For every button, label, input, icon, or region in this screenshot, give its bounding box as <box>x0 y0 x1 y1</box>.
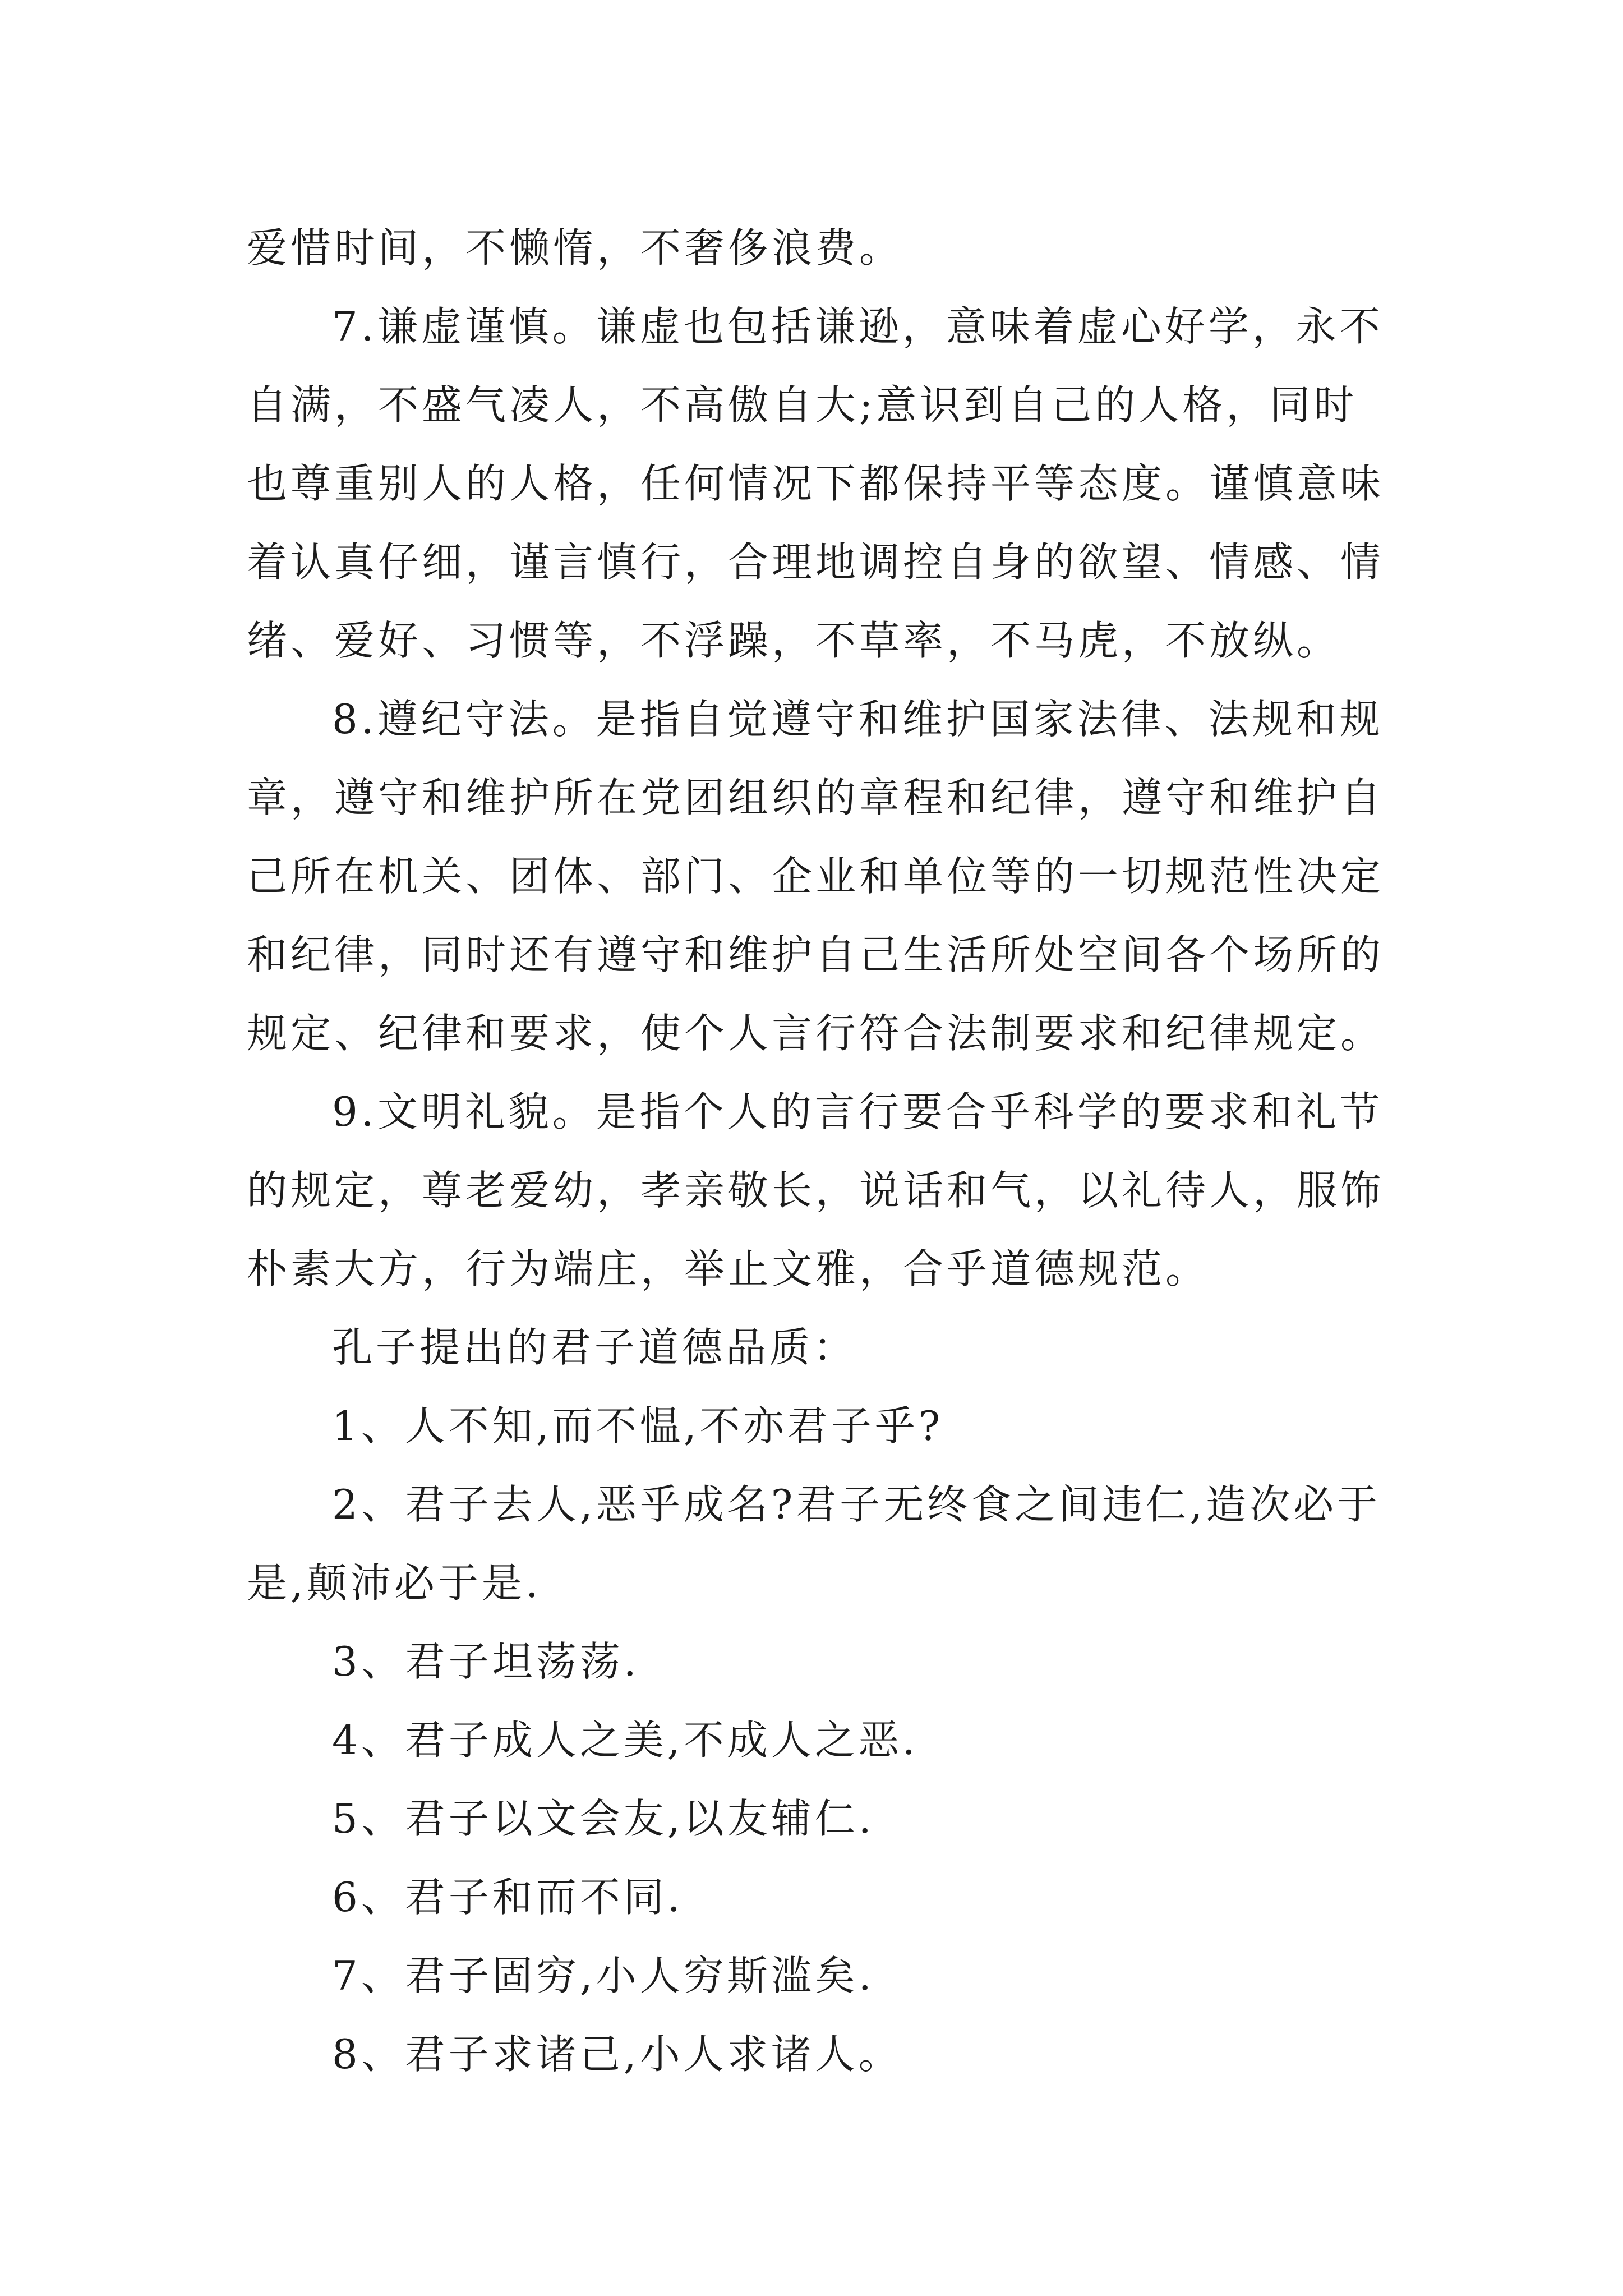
text-line: 朴素大方，行为端庄，举止文雅，合乎道德规范。 <box>247 1245 1210 1292</box>
text-line: 爱惜时间，不懒惰，不奢侈浪费。 <box>247 224 903 272</box>
text-line: 也尊重别人的人格，任何情况下都保持平等态度。谨慎意味 <box>247 460 1385 507</box>
text-line: 7.谦虚谨慎。谦虚也包括谦逊，意味着虚心好学，永不 <box>332 303 1384 350</box>
text-line: 绪、爱好、习惯等，不浮躁，不草率，不马虎，不放纵。 <box>247 617 1341 664</box>
list-item-8 <box>247 2015 1380 2093</box>
text-line: 和纪律，同时还有遵守和维护自己生活所处空间各个场所的 <box>247 931 1385 978</box>
list-item-6 <box>247 1858 1380 1936</box>
paragraph-modesty <box>247 287 1385 680</box>
document-body <box>247 209 1385 2093</box>
list-item-7 <box>247 1936 1380 2015</box>
paragraph-courtesy <box>247 1073 1385 1308</box>
text-line: 7、君子固穷,小人穷斯滥矣. <box>332 1952 875 1999</box>
text-line: 8.遵纪守法。是指自觉遵守和维护国家法律、法规和规 <box>332 696 1384 743</box>
list-item-5 <box>247 1779 1380 1858</box>
text-line: 4、君子成人之美,不成人之恶. <box>332 1717 919 1764</box>
text-line: 6、君子和而不同. <box>332 1874 684 1921</box>
text-line: 着认真仔细，谨言慎行，合理地调控自身的欲望、情感、情 <box>247 539 1385 586</box>
text-line: 章，遵守和维护所在党团组织的章程和纪律，遵守和维护自 <box>247 774 1385 821</box>
text-line: 孔子提出的君子道德品质： <box>332 1324 857 1371</box>
text-line: 1、人不知,而不愠,不亦君子乎? <box>332 1402 944 1450</box>
text-line: 5、君子以文会友,以友辅仁. <box>332 1795 875 1842</box>
text-line: 2、君子去人,恶乎成名?君子无终食之间违仁,造次必于 <box>332 1481 1381 1528</box>
text-line: 是,颠沛必于是. <box>247 1559 542 1607</box>
text-line: 自满，不盛气凌人，不高傲自大;意识到自己的人格，同时 <box>247 381 1358 429</box>
text-line: 规定、纪律和要求，使个人言行符合法制要求和纪律规定。 <box>247 1010 1385 1057</box>
text-line: 3、君子坦荡荡. <box>332 1638 640 1685</box>
text-line: 的规定，尊老爱幼，孝亲敬长，说话和气，以礼待人，服饰 <box>247 1167 1385 1214</box>
list-item-3 <box>247 1622 1380 1701</box>
text-line: 8、君子求诸己,小人求诸人。 <box>332 2031 902 2078</box>
text-line: 己所在机关、团体、部门、企业和单位等的一切规范性决定 <box>247 853 1385 900</box>
paragraph-time <box>247 209 1380 287</box>
list-item-4 <box>247 1701 1380 1779</box>
list-item-2 <box>247 1465 1380 1622</box>
text-line: 9.文明礼貌。是指个人的言行要合乎科学的要求和礼节 <box>332 1088 1384 1135</box>
list-item-1 <box>247 1387 1380 1465</box>
paragraph-law <box>247 680 1385 1073</box>
paragraph-confucius-heading <box>247 1308 1380 1387</box>
